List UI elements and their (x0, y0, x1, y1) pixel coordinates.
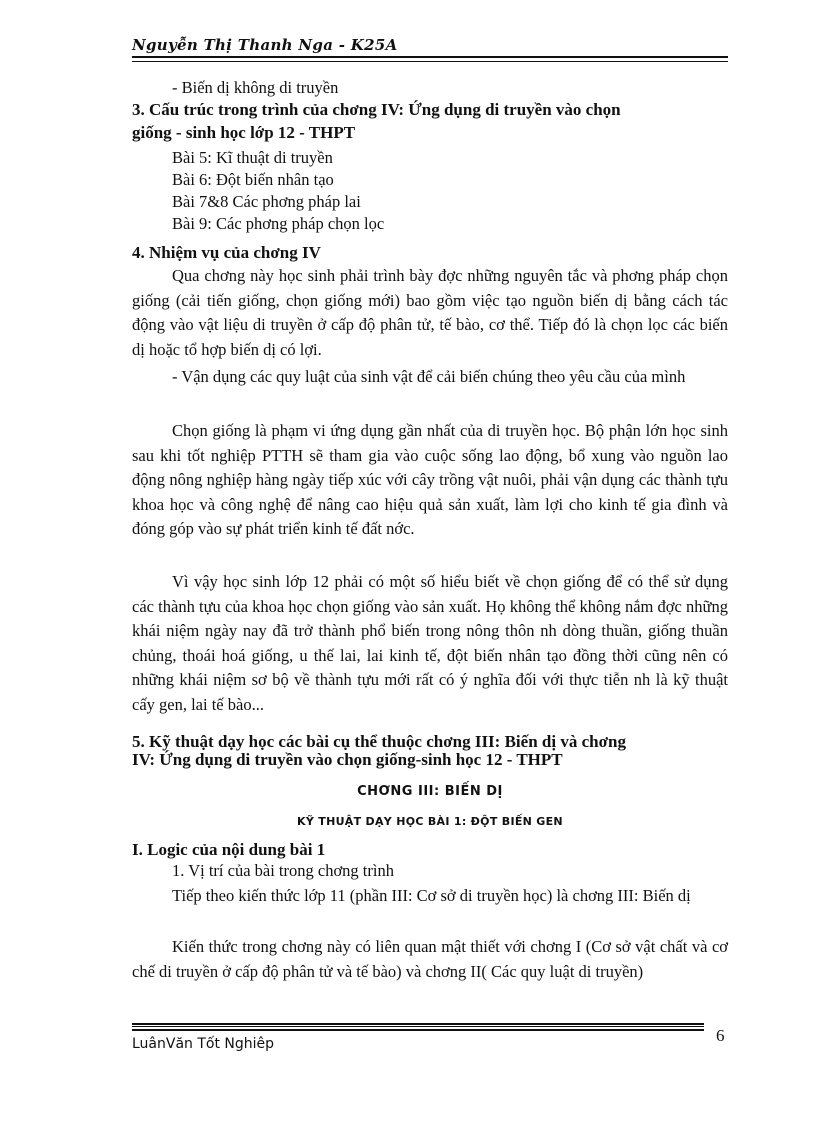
lesson-item: Bài 5: Kĩ thuật di truyền (172, 148, 333, 167)
lesson-item: Bài 9: Các phơng pháp chọn lọc (172, 214, 385, 233)
section5-title-line2: IV: Ứng dụng di truyền vào chọn giống-sinh học 12 - THPT (132, 750, 563, 769)
section4-paragraph: Qua chơng này học sinh phải trình bày đợc những nguyên tắc và phơng pháp chọn giống (cải tiến giống, chọn giống mới) bao gồm việc tạo nguồn biến dị bằng cách tác động vào vật liệu di truyền ở cấp độ phân tử, tế bào, cơ thể. Tiếp đó là chọn lọc các biến dị hoặc tổ hợp biến dị có lợi. (132, 266, 728, 359)
top-list-item: - Biến dị không di truyền (172, 78, 339, 97)
section4-title: 4. Nhiệm vụ của chơng IV (132, 243, 321, 262)
page-number: 6 (716, 1026, 725, 1045)
lesson-item: Bài 6: Đột biến nhân tạo (172, 170, 334, 189)
footer-rule (132, 1023, 704, 1031)
part1-title: I. Logic của nội dung bài 1 (132, 840, 326, 859)
lesson-heading: KỸ THUẬT DẠY HỌC BÀI 1: ĐỘT BIẾN GEN (297, 815, 563, 828)
part1-paragraph: Tiếp theo kiến thức lớp 11 (phần III: Cơ sở di truyền học) là chơng III: Biến dị (172, 886, 691, 905)
part1-item: 1. Vị trí của bài trong chơng trình (172, 861, 394, 880)
page-header (132, 36, 728, 54)
footer-label: LuânVăn Tốt Nghiêp (132, 1036, 275, 1052)
section4-paragraph: Chọn giống là phạm vi ứng dụng gần nhất của di truyền học. Bộ phận lớn học sinh sau khi tốt nghiệp PTTH sẽ tham gia vào cuộc sống lao động, bổ xung vào nguồn lao động nông nghiệp hàng ngày tiếp xúc với cây trồng vật nuôi, phải vận dụng các thành tựu khoa học và công nghệ để nâng cao hiệu quả sản xuất, làm lợi cho kinh tế gia đình và đóng góp vào sự phát triển kinh tế đất nớc. (132, 421, 728, 538)
header-rule (132, 56, 728, 62)
lesson-item: Bài 7&8 Các phơng pháp lai (172, 192, 361, 211)
chapter-heading: CHƠNG III: BIẾN DỊ (357, 784, 503, 799)
header-author: Nguyễn Thị Thanh Nga - K25A (132, 36, 398, 54)
section3-title-line1: 3. Cấu trúc trong trình của chơng IV: Ứng dụng di truyền vào chọn (132, 100, 621, 119)
section4-paragraph: Vì vậy học sinh lớp 12 phải có một số hiểu biết về chọn giống để có thể sử dụng các thành tựu của khoa học chọn giống vào sản xuất. Họ không thể không nắm đợc những khái niệm ngày nay đã trở thành phổ biến trong nông thôn nh dòng thuần, giống thuần chủng, thoái hoá giống, u thế lai, lai kinh tế, đột biến nhân tạo đồng thời cũng nên có những khái niệm sơ bộ về thành tựu mới rất có ý nghĩa đối với thực tiễn nh là kỹ thuật cấy gen, lai tế bào... (132, 572, 728, 714)
part1-paragraph: Kiến thức trong chơng này có liên quan mật thiết với chơng I (Cơ sở vật chất và cơ chế di truyền ở cấp độ phân tử và tế bào) và chơng II( Các quy luật di truyền) (132, 937, 728, 981)
section5-title-line1: 5. Kỹ thuật dạy học các bài cụ thể thuộc chơng III: Biến dị và chơng (132, 732, 626, 751)
section3-title-line2: giống - sinh học lớp 12 - THPT (132, 123, 356, 142)
section4-paragraph: - Vận dụng các quy luật của sinh vật để cải biến chúng theo yêu cầu của mình (172, 367, 686, 386)
